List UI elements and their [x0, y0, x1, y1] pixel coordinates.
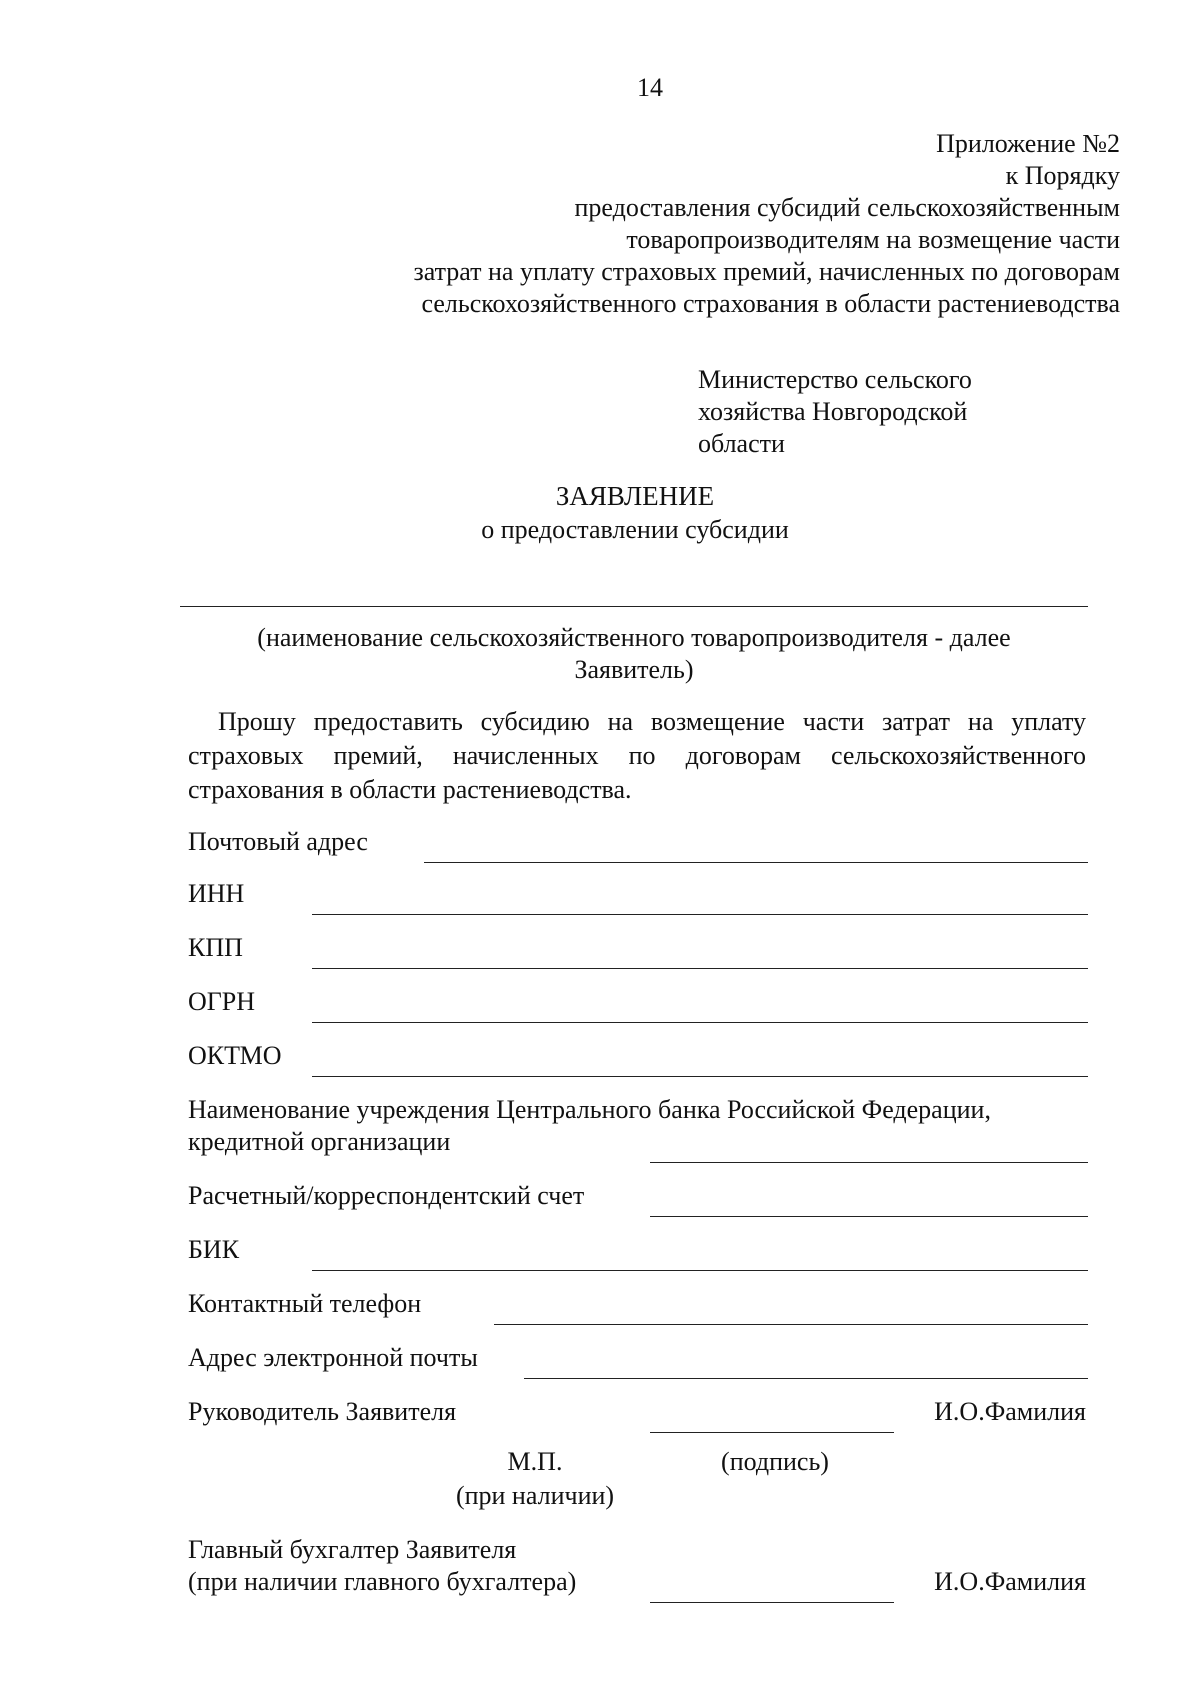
- request-text: страховых премий, начисленных по договорам сельскохозяйственного: [188, 741, 1086, 770]
- appendix-line: сельскохозяйственного страхования в области растениеводства: [421, 289, 1120, 318]
- stamp-note: (при наличии): [455, 1481, 615, 1510]
- postal-address-label: Почтовый адрес: [188, 827, 368, 856]
- accountant-name: И.О.Фамилия: [934, 1567, 1086, 1596]
- head-signature-field[interactable]: [650, 1432, 894, 1433]
- kpp-label: КПП: [188, 933, 243, 962]
- phone-field[interactable]: [494, 1324, 1088, 1325]
- addressee-line: Министерство сельского: [698, 365, 972, 394]
- inn-field[interactable]: [312, 914, 1088, 915]
- head-name: И.О.Фамилия: [934, 1397, 1086, 1426]
- oktmo-field[interactable]: [312, 1076, 1088, 1077]
- accountant-label: (при наличии главного бухгалтера): [188, 1567, 577, 1596]
- appendix-line: к Порядку: [1005, 161, 1120, 190]
- email-field[interactable]: [524, 1378, 1088, 1379]
- stamp-label: М.П.: [507, 1447, 563, 1476]
- document-subtitle: о предоставлении субсидии: [481, 515, 789, 544]
- account-label: Расчетный/корреспондентский счет: [188, 1181, 585, 1210]
- bik-label: БИК: [188, 1235, 240, 1264]
- phone-label: Контактный телефон: [188, 1289, 422, 1318]
- appendix-line: Приложение №2: [936, 129, 1120, 158]
- bank-field[interactable]: [650, 1162, 1088, 1163]
- appendix-line: затрат на уплату страховых премий, начисленных по договорам: [413, 257, 1120, 286]
- addressee-line: хозяйства Новгородской: [698, 397, 968, 426]
- account-field[interactable]: [650, 1216, 1088, 1217]
- addressee-line: области: [698, 429, 785, 458]
- bik-field[interactable]: [312, 1270, 1088, 1271]
- postal-address-field[interactable]: [424, 862, 1088, 863]
- request-text: страхования в области растениеводства.: [188, 775, 632, 804]
- accountant-signature-field[interactable]: [650, 1602, 894, 1603]
- signature-note: (подпись): [721, 1447, 829, 1476]
- head-label: Руководитель Заявителя: [188, 1397, 457, 1426]
- appendix-line: товаропроизводителям на возмещение части: [626, 225, 1120, 254]
- document-title: ЗАЯВЛЕНИЕ: [555, 481, 715, 511]
- inn-label: ИНН: [188, 879, 245, 908]
- oktmo-label: ОКТМО: [188, 1041, 282, 1070]
- kpp-field[interactable]: [312, 968, 1088, 969]
- applicant-caption: Заявитель): [574, 655, 694, 684]
- bank-label: Наименование учреждения Центрального банка Российской Федерации,: [188, 1095, 991, 1124]
- page-number: 14: [637, 73, 663, 102]
- request-text: Прошу предоставить субсидию на возмещение части затрат на уплату: [218, 707, 1086, 736]
- appendix-line: предоставления субсидий сельскохозяйственным: [574, 193, 1120, 222]
- accountant-label: Главный бухгалтер Заявителя: [188, 1535, 517, 1564]
- ogrn-label: ОГРН: [188, 987, 256, 1016]
- bank-label: кредитной организации: [188, 1127, 451, 1156]
- email-label: Адрес электронной почты: [188, 1343, 478, 1372]
- applicant-name-line[interactable]: [180, 606, 1088, 607]
- ogrn-field[interactable]: [312, 1022, 1088, 1023]
- applicant-caption: (наименование сельскохозяйственного товаропроизводителя - далее: [257, 623, 1011, 652]
